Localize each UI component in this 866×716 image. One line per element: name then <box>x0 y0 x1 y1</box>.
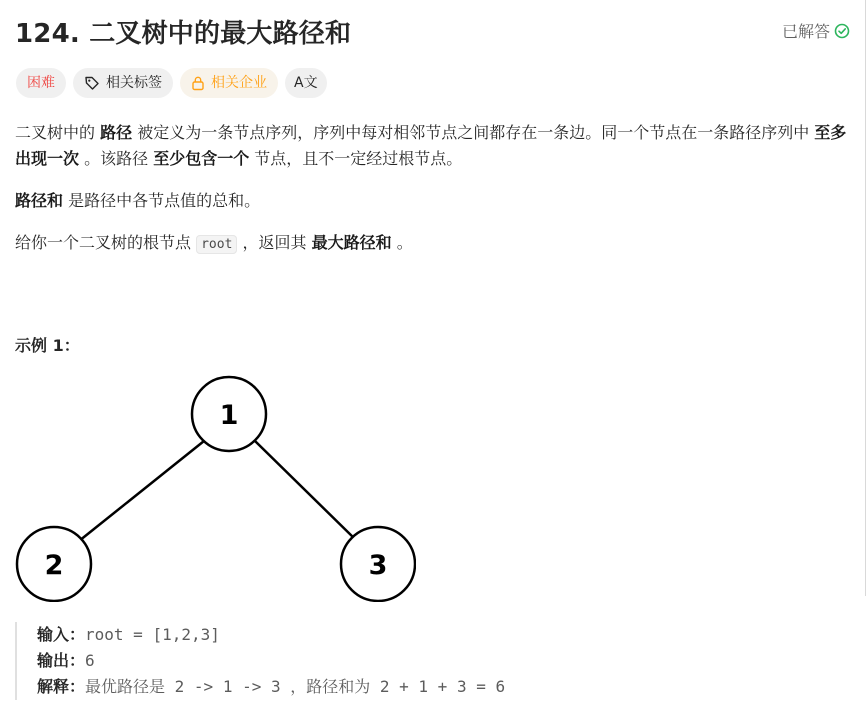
text: 是路径中各节点值的总和。 <box>63 191 261 210</box>
description-paragraph-1 <box>15 120 857 172</box>
translate-icon: A文 <box>294 75 318 91</box>
bold-text: 路径和 <box>15 191 64 210</box>
translate-button[interactable] <box>285 68 327 98</box>
related-tags-button[interactable] <box>73 68 173 98</box>
page-title: 124. 二叉树中的最大路径和 <box>15 19 352 49</box>
text: 。 <box>391 233 413 252</box>
tree-node-label-left: 2 <box>44 550 64 581</box>
tree-edge-left <box>79 441 204 541</box>
text: 被定义为一条节点序列，序列中每对相邻节点之间都存在一条边。同一个节点在一条路径序列中 <box>132 123 815 142</box>
bold-text: 至少包含一个 <box>153 149 250 168</box>
text: 节点，且不一定经过根节点。 <box>249 149 463 168</box>
text: 给你一个二叉树的根节点 <box>15 233 197 252</box>
lock-icon <box>191 75 205 91</box>
bold-text: 最大路径和 <box>311 233 392 252</box>
inline-code-root: root <box>196 235 237 254</box>
tree-edge-right <box>255 441 357 541</box>
description-paragraph-2 <box>15 188 857 214</box>
related-companies-label: 相关企业 <box>211 75 267 91</box>
difficulty-label: 困难 <box>27 75 55 91</box>
related-companies-button[interactable] <box>180 68 278 98</box>
tag-icon <box>84 75 100 91</box>
explanation-label: 解释： <box>37 677 86 696</box>
explanation-value: 最优路径是 2 -> 1 -> 3 ，路径和为 2 + 1 + 3 = 6 <box>85 677 506 696</box>
diagram-crop <box>416 520 430 610</box>
problem-description <box>15 120 857 274</box>
text: ，返回其 <box>237 233 312 252</box>
example-title: 示例 1： <box>15 336 80 355</box>
example-explanation-row <box>37 674 505 700</box>
diagram-crop-bottom <box>0 602 430 610</box>
input-label: 输入： <box>37 625 86 644</box>
output-value: 6 <box>85 651 95 670</box>
check-circle-icon <box>834 23 850 39</box>
example-output-row <box>37 648 505 674</box>
solved-label: 已解答 <box>781 22 830 41</box>
output-label: 输出： <box>37 651 86 670</box>
text: 二叉树中的 <box>15 123 101 142</box>
bold-text: 至多出现一次 <box>15 123 847 168</box>
text: 。该路径 <box>79 149 154 168</box>
bold-text: 路径 <box>100 123 133 142</box>
solved-status <box>782 19 850 42</box>
related-tags-label: 相关标签 <box>106 75 162 91</box>
input-value: root = [1,2,3] <box>85 625 220 644</box>
binary-tree-diagram <box>0 370 430 610</box>
example-input-row <box>37 622 505 648</box>
tree-node-label-root: 1 <box>219 400 239 431</box>
example-block <box>15 622 505 700</box>
tag-bar <box>16 68 327 98</box>
tree-node-label-right: 3 <box>368 550 388 581</box>
description-paragraph-3 <box>15 230 857 258</box>
difficulty-tag[interactable] <box>16 68 66 98</box>
